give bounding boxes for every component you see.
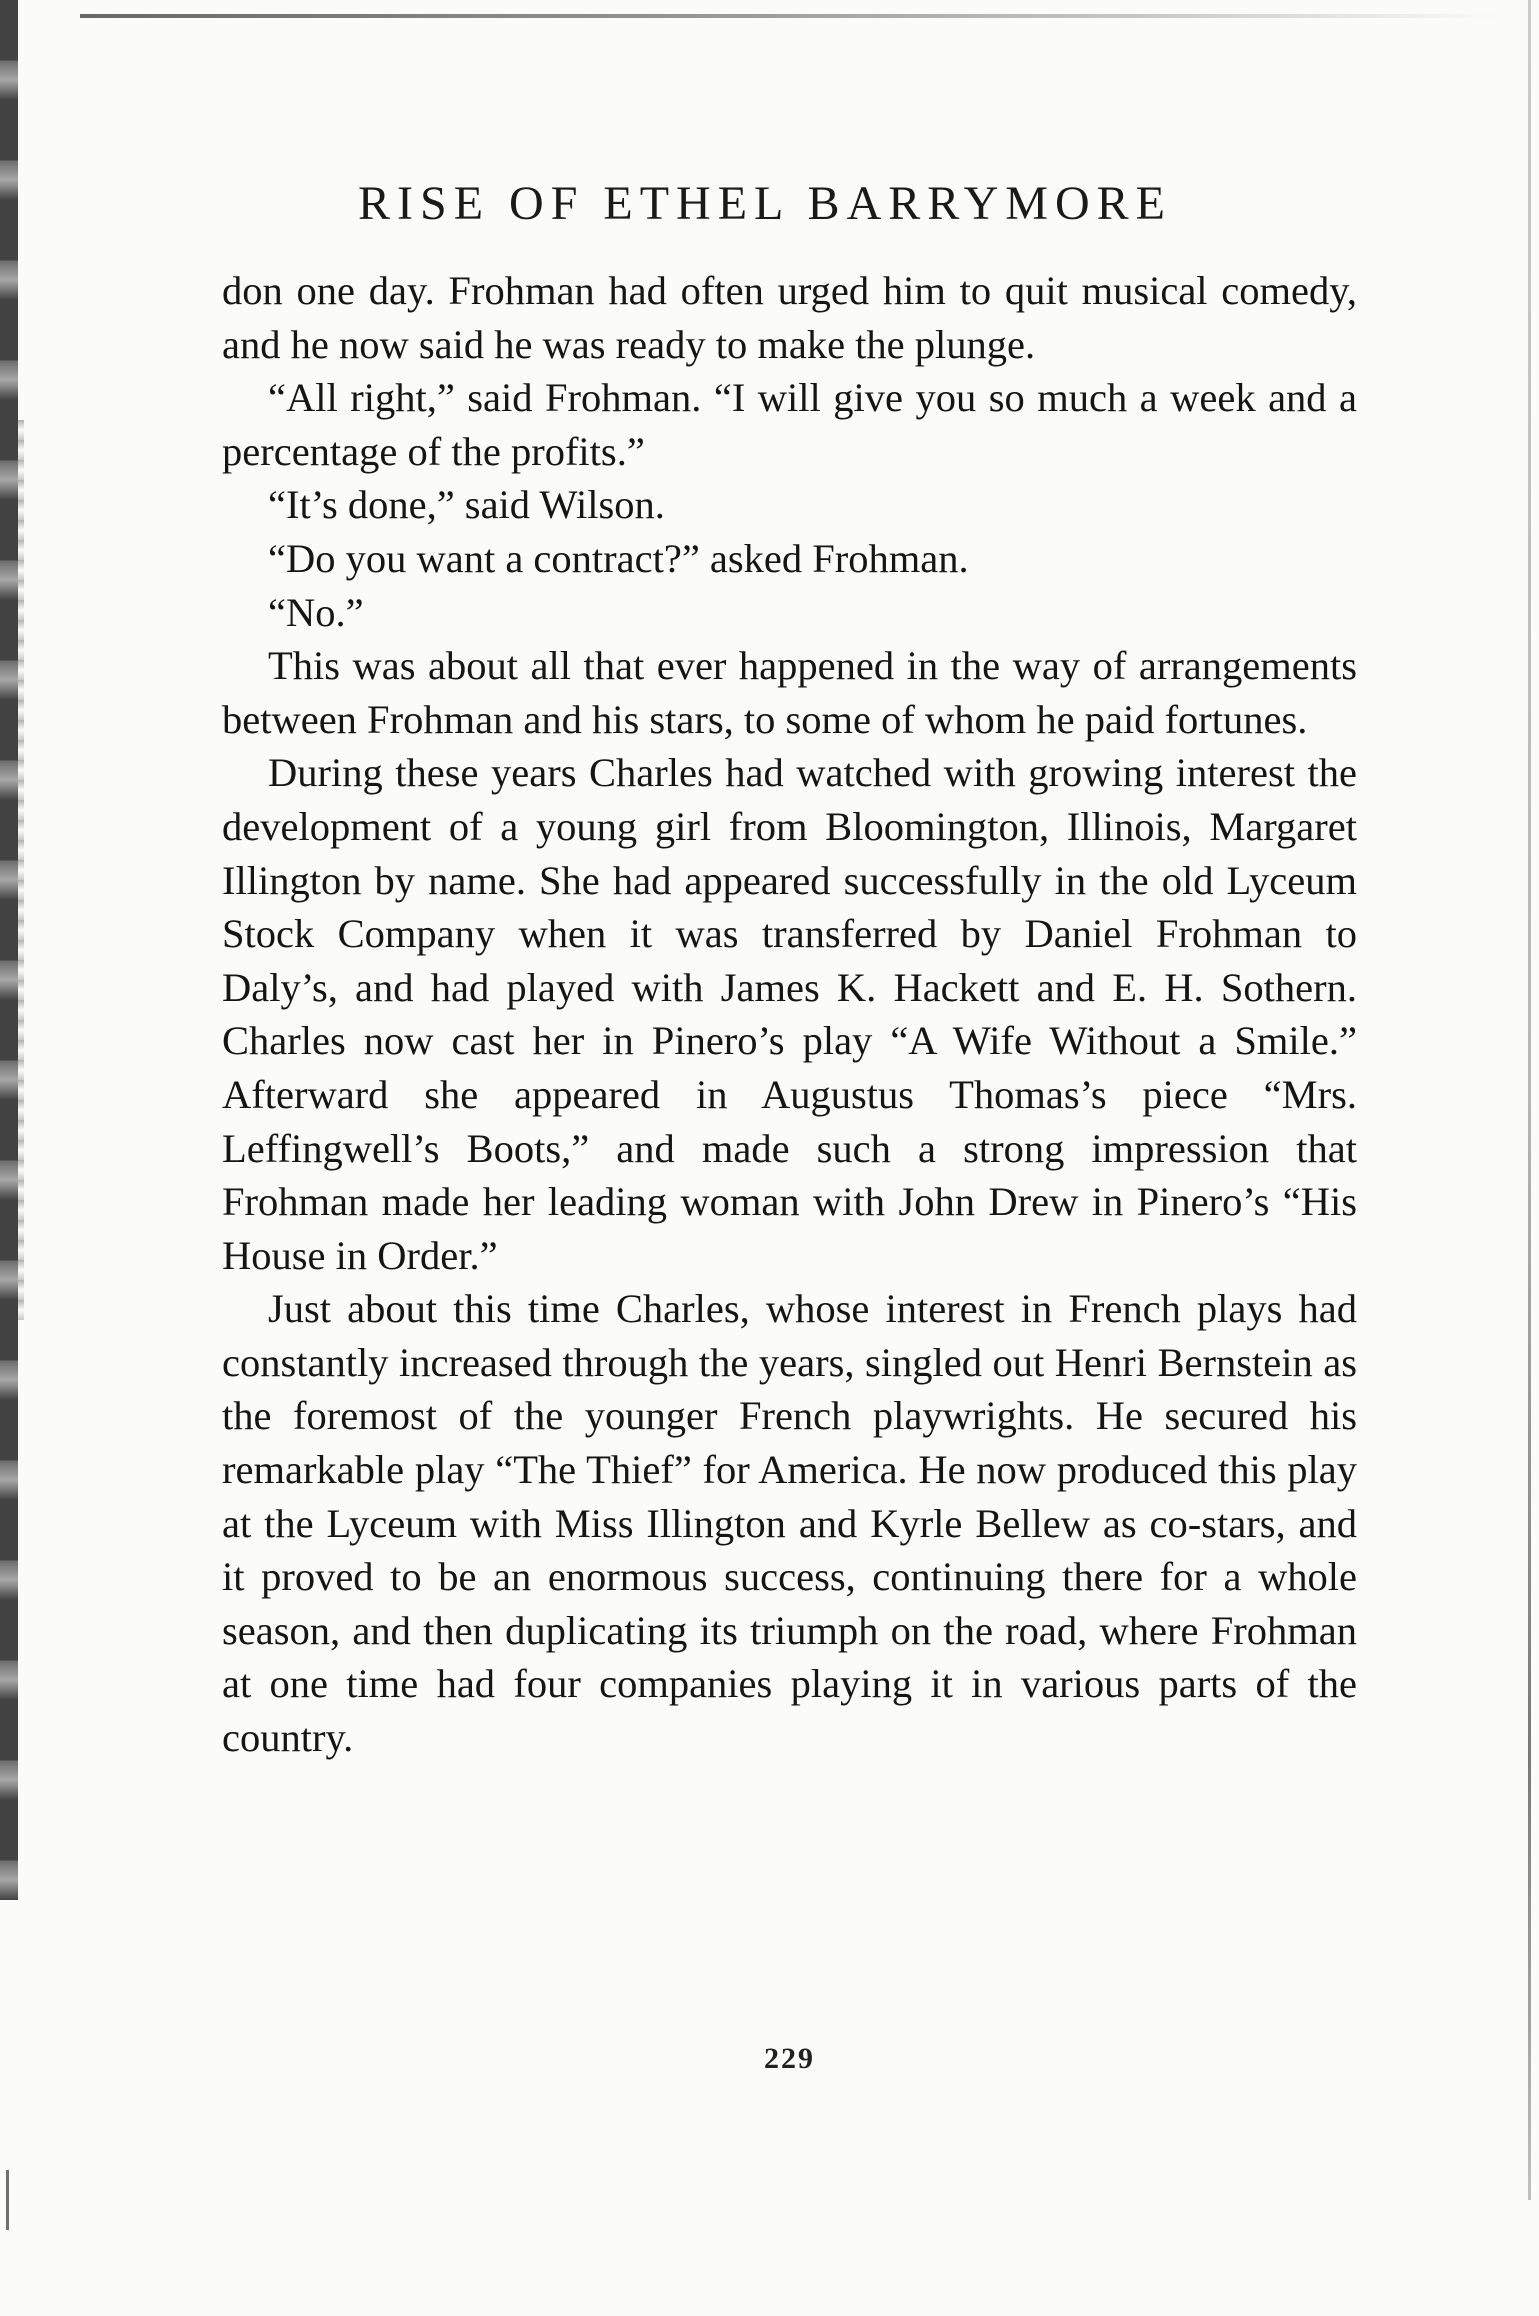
paragraph: During these years Charles had watched with growing interest the development of a young girl from Bloomington, Illinois, Margaret Illington by name. She had appeared successfully in the old Lyceum Stock Company when it was transferred by Daniel Frohman to Daly’s, and had played with James K. Hackett and E. H. Sothern. Charles now cast her in Pinero’s play “A Wife Without a Smile.” Afterward she appeared in Augustus Thomas’s piece “Mrs. Leffingwell’s Boots,” and made such a strong impression that Frohman made her leading woman with John Drew in Pinero’s “His House in Order.” — [222, 750, 1357, 1278]
paragraph: This was about all that ever happened in the way of arrangements between Frohman and his stars, to some of whom he paid fortunes. — [222, 643, 1357, 742]
body-text — [222, 264, 1357, 1765]
paragraph: “Do you want a contract?” asked Frohman. — [268, 535, 969, 581]
left-binding-shadow — [18, 420, 24, 1320]
right-page-edge — [1528, 0, 1531, 2200]
left-binding-edge — [0, 0, 18, 1900]
paragraph: “No.” — [268, 589, 364, 635]
running-head: RISE OF ETHEL BARRYMORE — [358, 177, 1172, 230]
paragraph: don one day. Frohman had often urged him to quit musical comedy, and he now said he was ready to make the plunge. — [222, 268, 1357, 367]
paragraph: “All right,” said Frohman. “I will give you so much a week and a percentage of the profits.” — [222, 375, 1357, 474]
paragraph: Just about this time Charles, whose interest in French plays had constantly increased through the years, singled out Henri Bernstein as the foremost of the younger French playwrights. He secured his remarkable play “The Thief” for America. He now produced this play at the Lyceum with Miss Illington and Kyrle Bellew as co-stars, and it proved to be an enormous success, continuing there for a whole season, and then duplicating its triumph on the road, where Frohman at one time had four companies playing it in various parts of the country. — [222, 1286, 1357, 1761]
bottom-edge-marks — [6, 2170, 39, 2230]
page-number: 229 — [764, 2042, 815, 2075]
top-edge-rule — [80, 14, 1500, 18]
paragraph: “It’s done,” said Wilson. — [268, 482, 665, 528]
